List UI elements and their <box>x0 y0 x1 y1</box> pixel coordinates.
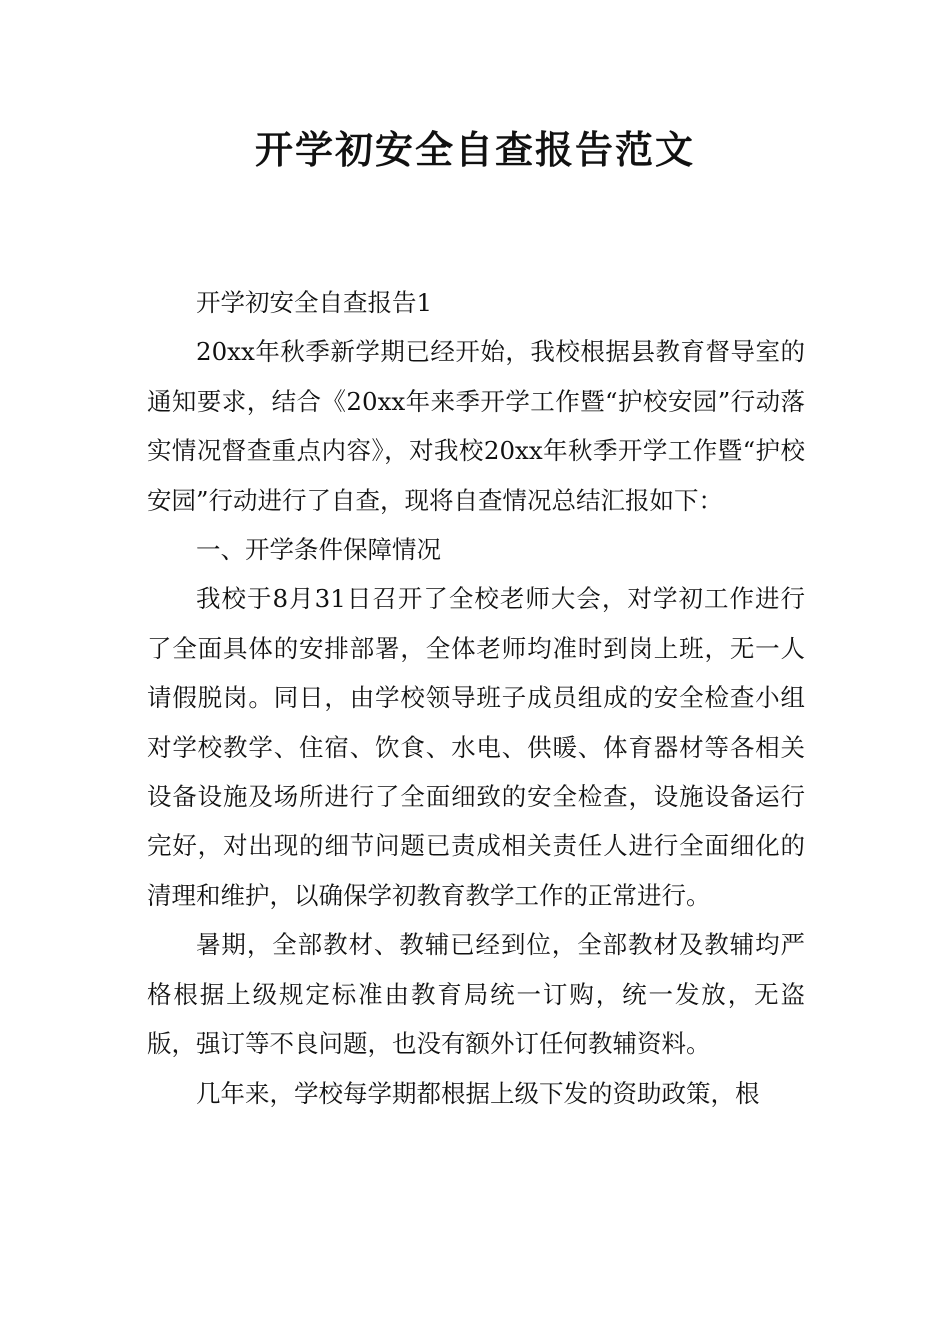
document-body <box>147 278 805 1118</box>
paragraph: 我校于8月31日召开了全校老师大会，对学初工作进行了全面具体的安排部署，全体老师均准时到岗上班，无一人请假脱岗。同日，由学校领导班子成员组成的安全检查小组对学校教学、住宿、饮食、水电、供暖、体育器材等各相关设备设施及场所进行了全面细致的安全检查，设施设备运行完好，对出现的细节问题已责成相关责任人进行全面细化的清理和维护，以确保学初教育教学工作的正常进行。 <box>147 584 805 910</box>
section-heading: 一、开学条件保障情况 <box>196 535 441 565</box>
paragraph: 几年来，学校每学期都根据上级下发的资助政策，根 <box>196 1078 760 1108</box>
document-title: 开学初安全自查报告范文 <box>254 128 695 172</box>
paragraph: 20xx年秋季新学期已经开始，我校根据县教育督导室的通知要求，结合《20xx年来季开学工作暨“护校安园”行动落实情况督查重点内容》，对我校20xx年秋季开学工作暨“护校安园”行动进行了自查，现将自查情况总结汇报如下： <box>147 337 805 515</box>
section-heading: 开学初安全自查报告1 <box>196 288 433 317</box>
paragraph: 暑期，全部教材、教辅已经到位，全部教材及教辅均严格根据上级规定标准由教育局统一订购，统一发放，无盗版，强订等不良问题，也没有额外订任何教辅资料。 <box>147 930 805 1059</box>
